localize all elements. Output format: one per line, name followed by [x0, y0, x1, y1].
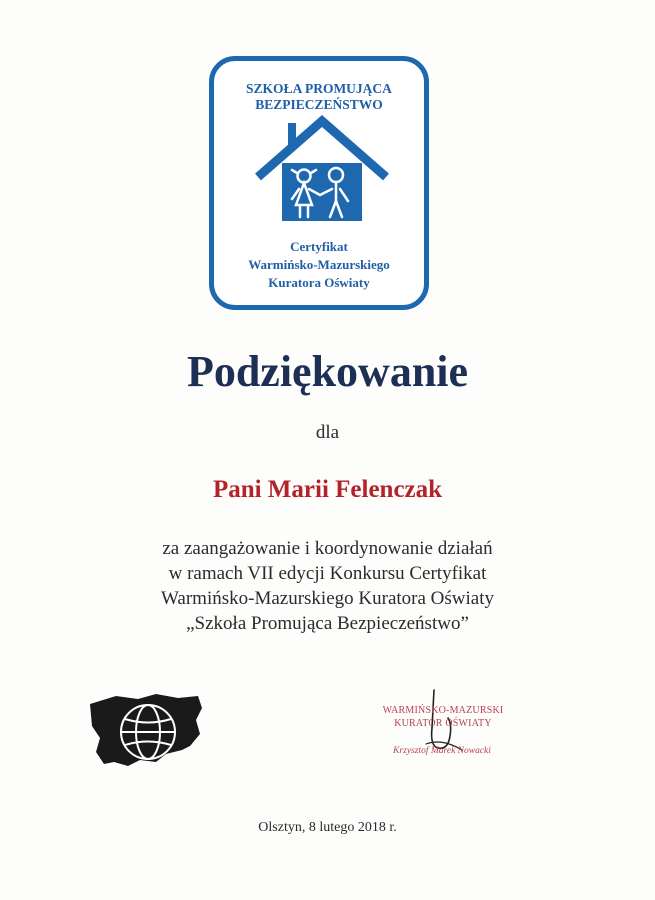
body-line: za zaangażowanie i koordynowanie działań: [162, 538, 493, 559]
recipient-name: Pani Marii Felenczak: [212, 476, 443, 503]
place-date: Olsztyn, 8 lutego 2018 r.: [258, 820, 397, 835]
logo-title: [214, 81, 424, 113]
official-stamp: [378, 704, 508, 730]
certificate-heading: Podziękowanie: [186, 347, 469, 396]
body-line: Warmińsko-Mazurskiego Kuratora Oświaty: [161, 588, 494, 609]
program-logo: [209, 56, 429, 310]
logo-sub-line2: Warmińsko-Mazurskiego: [248, 257, 390, 272]
stamp-line1: WARMIŃSKO-MAZURSKI: [382, 705, 504, 716]
logo-sub-line3: Kuratora Oświaty: [268, 275, 370, 290]
certificate-body: [0, 536, 655, 636]
logo-sub-line1: Certyfikat: [290, 239, 348, 254]
stamp-line2: KURATOR OŚWIATY: [394, 718, 492, 729]
logo-title-line2: BEZPIECZEŃSTWO: [255, 97, 383, 112]
house-children-icon: [252, 113, 392, 223]
region-map-globe-logo: [86, 690, 206, 770]
for-label: dla: [315, 422, 340, 443]
logo-subtitle: [214, 238, 424, 292]
logo-title-line1: SZKOŁA PROMUJĄCA: [246, 81, 392, 96]
body-line: „Szkoła Promująca Bezpieczeństwo”: [186, 613, 469, 634]
stamp-signatory: Krzysztof Marek Nowacki: [393, 746, 491, 756]
body-line: w ramach VII edycji Konkursu Certyfikat: [168, 563, 487, 584]
